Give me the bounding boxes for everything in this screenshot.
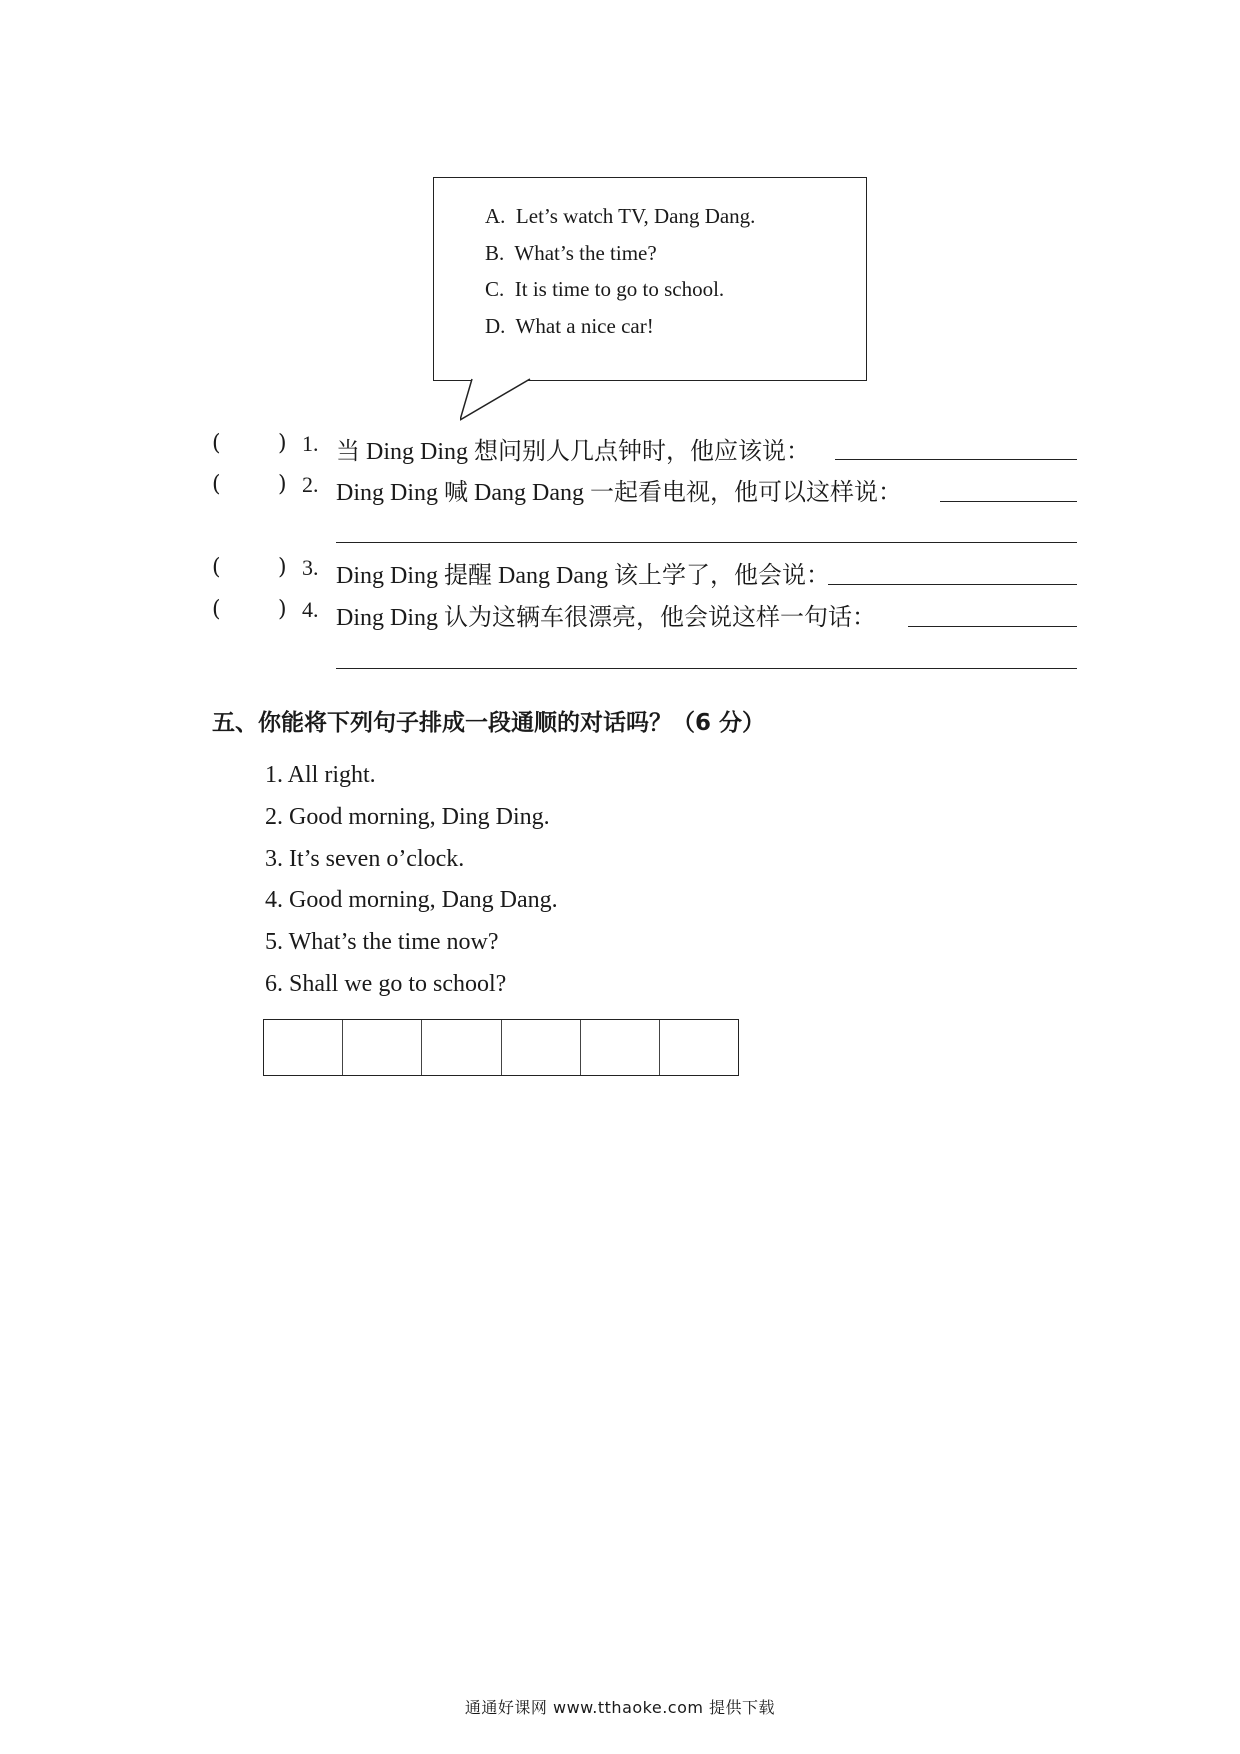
- dialogue-sentence-5: 5. What’s the time now?: [265, 929, 499, 955]
- speech-bubble-tail: [460, 378, 560, 422]
- answer-box-6[interactable]: [660, 1020, 738, 1075]
- answer-blank-3[interactable]: [828, 584, 1077, 585]
- answer-paren-close: ): [278, 597, 287, 622]
- section-5-title: 五、你能将下列句子排成一段通顺的对话吗？（6 分）: [212, 710, 766, 736]
- answer-paren-close: ): [278, 431, 287, 456]
- question-text: Ding Ding 提醒 Dang Dang 该上学了，他会说：: [336, 563, 830, 589]
- answer-paren-open: (: [212, 431, 221, 456]
- footer-download-note: 通通好课网 www.tthaoke.com 提供下载: [464, 1698, 776, 1717]
- dialogue-sentence-4: 4. Good morning, Dang Dang.: [265, 887, 558, 913]
- answer-paren-open: (: [212, 597, 221, 622]
- question-number: 3.: [302, 555, 319, 580]
- question-text: 当 Ding Ding 想问别人几点钟时，他应该说：: [336, 439, 810, 465]
- answer-blank-4-continued[interactable]: [336, 668, 1077, 669]
- option-b: B. What’s the time?: [485, 241, 657, 265]
- answer-paren-close: ): [278, 555, 287, 580]
- dialogue-sentence-6: 6. Shall we go to school?: [265, 971, 507, 997]
- answer-paren-close: ): [278, 472, 287, 497]
- answer-blank-2[interactable]: [940, 501, 1077, 502]
- answer-box-2[interactable]: [343, 1020, 422, 1075]
- option-d: D. What a nice car!: [485, 314, 654, 338]
- question-number: 4.: [302, 597, 319, 622]
- question-number: 2.: [302, 472, 319, 497]
- answer-box-1[interactable]: [264, 1020, 343, 1075]
- option-c: C. It is time to go to school.: [485, 277, 725, 301]
- question-number: 1.: [302, 431, 319, 456]
- dialogue-sentence-1: 1. All right.: [265, 762, 376, 788]
- answer-box-5[interactable]: [581, 1020, 660, 1075]
- answer-paren-open: (: [212, 555, 221, 580]
- question-text: Ding Ding 喊 Dang Dang 一起看电视，他可以这样说：: [336, 480, 902, 506]
- option-a: A. Let’s watch TV, Dang Dang.: [485, 204, 756, 228]
- dialogue-sentence-2: 2. Good morning, Ding Ding.: [265, 804, 550, 830]
- answer-blank-1[interactable]: [835, 459, 1077, 460]
- answer-blank-2-continued[interactable]: [336, 542, 1077, 543]
- answer-box-3[interactable]: [422, 1020, 501, 1075]
- dialogue-sentence-3: 3. It’s seven o’clock.: [265, 846, 465, 872]
- question-text: Ding Ding 认为这辆车很漂亮，他会说这样一句话：: [336, 605, 876, 631]
- answer-box-4[interactable]: [502, 1020, 581, 1075]
- answer-paren-open: (: [212, 472, 221, 497]
- answer-order-grid: [263, 1019, 739, 1076]
- answer-blank-4[interactable]: [908, 626, 1077, 627]
